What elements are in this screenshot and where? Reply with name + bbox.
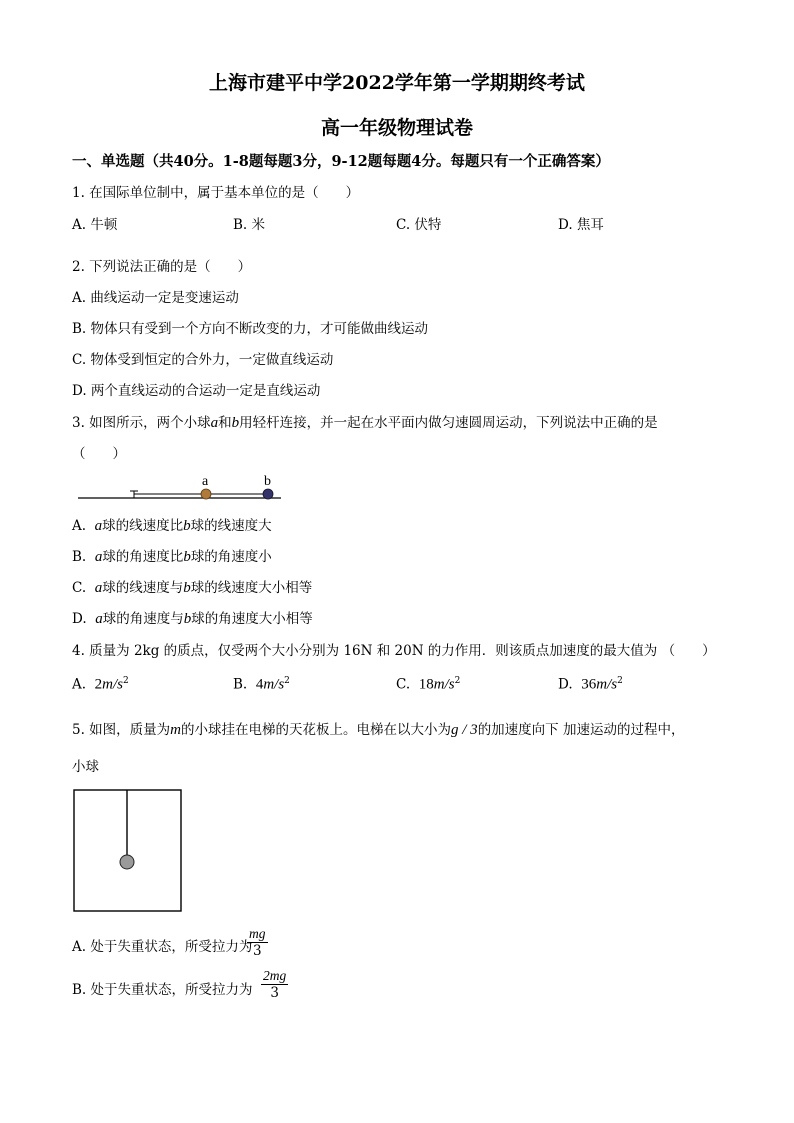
q5-option-a-text: A. 处于失重状态，所受拉力为 <box>72 939 253 955</box>
q3-option-d: D. a球的角速度与b球的角速度大小相等 <box>72 611 313 627</box>
q4-option-d: D. $36m/s^2$ <box>558 676 623 693</box>
q3-stem-mid: 和 <box>218 415 232 431</box>
section-heading: 一、单选题（共40分。1-8题每题3分，9-12题每题4分。每题只有一个正确答案） <box>72 153 610 170</box>
q2-option-b: B. 物体只有受到一个方向不断改变的力，才可能做曲线运动 <box>72 321 429 337</box>
q2-option-d: D. 两个直线运动的合运动一定是直线运动 <box>72 383 321 399</box>
q3-option-c: C. a球的线速度与b球的线速度大小相等 <box>72 580 313 596</box>
q3-option-a: A. a球的线速度比b球的线速度大 <box>72 518 272 534</box>
ball-b <box>263 489 273 499</box>
q5-stem-line2: 小球 <box>72 759 99 775</box>
var-a: a <box>210 415 219 431</box>
q5-stem: 5. 如图，质量为m的小球挂在电梯的天花板上。电梯在以大小为g / 3的加速度向下 加速运动的过程中， <box>72 722 685 738</box>
rod-figure <box>72 470 287 506</box>
q4-option-c: C. $18m/s^2$ <box>396 676 461 693</box>
var-b: b <box>231 415 240 431</box>
q2-option-c: C. 物体受到恒定的合外力，一定做直线运动 <box>72 352 334 368</box>
q5-option-b-text: B. 处于失重状态，所受拉力为 <box>72 982 253 998</box>
ball-a <box>201 489 211 499</box>
q3-stem-prefix: 3. 如图所示，两个小球 <box>72 415 211 431</box>
q3-option-b: B. a球的角速度比b球的角速度小 <box>72 549 272 565</box>
var-m: m <box>170 722 182 738</box>
q3-stem-suffix: 用轻杆连接，并一起在水平面内做匀速圆周运动，下列说法中正确的是 <box>239 415 658 431</box>
exam-title: 上海市建平中学2022学年第一学期期终考试 <box>209 72 585 94</box>
q3-stem <box>72 411 658 432</box>
q1-option-b: B. 米 <box>233 217 266 233</box>
label-a: a <box>202 474 209 489</box>
q2-option-a: A. 曲线运动一定是变速运动 <box>72 290 239 306</box>
q2-stem: 2. 下列说法正确的是（ ） <box>72 259 252 275</box>
q1-option-a: A. 牛顿 <box>72 217 118 233</box>
q5-option-a-fraction: $\frac{mg}{3}$ <box>249 926 266 959</box>
label-b: b <box>264 474 271 489</box>
q4-option-a: A. $2m/s^2$ <box>72 676 129 693</box>
hanging-ball <box>120 855 134 869</box>
q5-option-b-fraction: $\frac{2mg}{3}$ <box>263 968 287 1001</box>
elevator-figure <box>72 788 184 914</box>
exam-subtitle: 高一年级物理试卷 <box>320 117 473 139</box>
q1-stem: 1. 在国际单位制中，属于基本单位的是（ ） <box>72 185 360 201</box>
q4-option-b: B. $4m/s^2$ <box>233 676 290 693</box>
var-g-over-3: g / 3 <box>451 722 478 738</box>
q1-option-d: D. 焦耳 <box>558 217 604 233</box>
q4-stem: 4. 质量为 2kg 的质点，仅受两个大小分别为 16N 和 20N 的力作用．则该质点加速度的最大值为 （ ） <box>72 643 716 659</box>
q1-option-c: C. 伏特 <box>396 217 442 233</box>
q3-stem-line2: （ ） <box>72 446 126 462</box>
